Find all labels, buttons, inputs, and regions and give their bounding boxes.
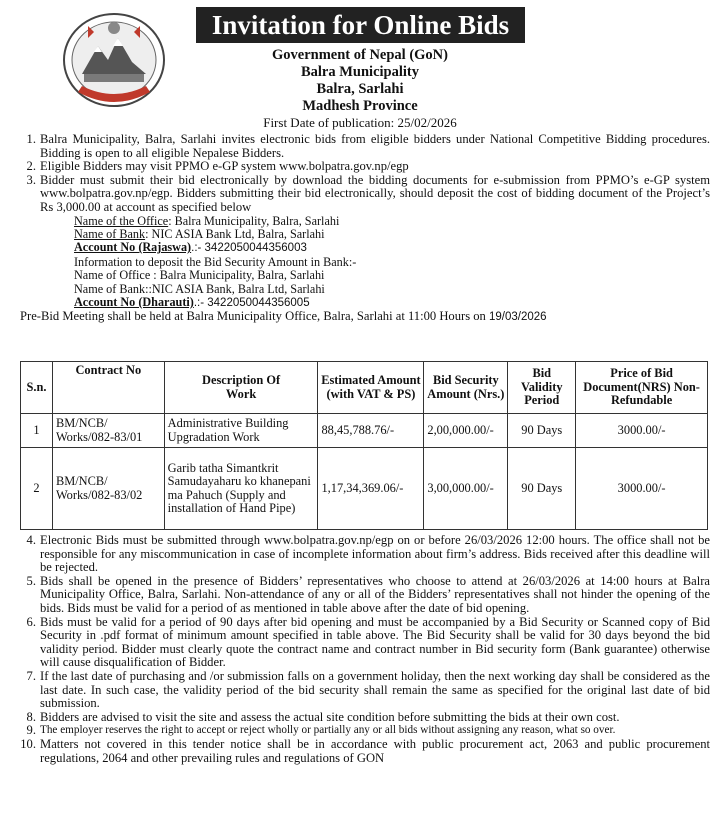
notice-item-4: 4. Electronic Bids must be submitted through www.bolpatra.gov.np/egp on or before 26/03/2026 12:00 hours. The office shall not be responsible for any miscommunication in case of incomplete information about firm’s address. Bids received after this deadline will be rejected. bbox=[26, 533, 710, 575]
issuer-header bbox=[200, 47, 520, 130]
account-dharauti-line: Account No (Dharauti).:- 3422050044356005 bbox=[74, 295, 310, 309]
notice-item-9: 9. The employer reserves the right to accept or reject wholly or partially any or all bids without assigning any reason, what so over. bbox=[26, 723, 616, 738]
col-header-security: Bid Security Amount (Nrs.) bbox=[424, 362, 508, 414]
notice-item-7: 7. If the last date of purchasing and /or submission falls on a government holiday, then the next working day shall be considered as the last date. In such case, the validity period of the bid security shall remain the same as specified for the original last date of bid submission. bbox=[26, 668, 710, 711]
table-row: 1 BM/NCB/ Works/082-83/01 Administrative Building Upgradation Work 88,45,788.76/- 2,00,000.00/- 90 Days 3000.00/- bbox=[21, 414, 708, 448]
notice-item-5: 5. Bids shall be opened in the presence of Bidders’ representatives who choose to attend at 26/03/2026 at 14:00 hours at Balra Municipality Office, Balra, Sarlahi. Non-attendance of any or all of the Bidders’ representatives shall not hinder the opening of the bids. Bids must be valid for a period of as mentioned in table above after the date of bid opening. bbox=[26, 573, 710, 615]
payment-details bbox=[6, 215, 710, 311]
notice-item-2: 2. Eligible Bidders may visit PPMO e-GP system www.bolpatra.gov.np/egp bbox=[26, 159, 409, 174]
notice-item-3: 3. Bidder must submit their bid electronically by download the bidding documents for e-submission from PPMO’s e-GP system www.bolpatra.gov.np/egp. Bidders submitting their bid electronically, should deposit the cost of bidding document of the Project’s Rs 3,000.00 at account as specified below bbox=[26, 172, 710, 214]
bids-table bbox=[20, 361, 708, 530]
office-line: Name of the Office: Balra Municipality, Balra, Sarlahi bbox=[74, 213, 340, 228]
bank-line: Name of Bank: NIC ASIA Bank Ltd, Balra, Sarlahi bbox=[74, 226, 325, 241]
notice-item-6: 6. Bids must be valid for a period of 90 days after bid opening and must be accompanied by a Bid Security or Scanned copy of Bid Security in .pdf format of minimum amount specified in table above. The Bid Security shall be valid for 30 days beyond the bid validity period. Bidder must clearly quote the contract name and contract number in Bid security form (Bank guarantee) otherwise will cause disqualification of Bidder. bbox=[26, 614, 710, 670]
table-header-row bbox=[21, 362, 708, 414]
notice-item-1: 1. Balra Municipality, Balra, Sarlahi invites electronic bids from eligible bidders under National Competitive Bidding procedures. Bidding is open to all eligible Nepalese Bidders. bbox=[26, 132, 710, 160]
account-rajaswa-line: Account No (Rajaswa).:- 3422050044356003 bbox=[74, 240, 307, 255]
issuer-line-government: Government of Nepal (GoN) bbox=[272, 47, 448, 63]
issuer-line-province: Madhesh Province bbox=[302, 98, 418, 114]
security-bank-line: Name of Bank::NIC ASIA Bank, Balra Ltd, Sarlahi bbox=[74, 281, 325, 296]
security-info-line: Information to deposit the Bid Security Amount in Bank:- bbox=[74, 254, 357, 269]
notice-item-10: 10. Matters not covered in this tender notice shall be in accordance with public procurement act, 2063 and public procurement regulations, 2064 and other prevailing rules and regulations of GON bbox=[20, 736, 710, 765]
col-header-contract: Contract No bbox=[52, 362, 164, 414]
table-row: 2 BM/NCB/ Works/082-83/02 Garib tatha Simantkrit Samudayaharu ko khanepani ma Pahuch (Supply and installation of Hand Pipe) 1,17,34,369.06/- 3,00,000.00/- 90 Days 3000.00/- bbox=[21, 448, 708, 530]
col-header-description: Description Of Work bbox=[164, 362, 318, 414]
col-header-sn: S.n. bbox=[21, 362, 53, 414]
nepal-emblem-icon bbox=[58, 8, 170, 112]
prebid-meeting-line: Pre-Bid Meeting shall be held at Balra Municipality Office, Balra, Sarlahi at 11:00 Hours on 19/03/2026 bbox=[20, 309, 547, 324]
notice-items-upper bbox=[6, 133, 710, 325]
notice-title-banner: Invitation for Online Bids bbox=[196, 7, 525, 43]
col-header-amount: Estimated Amount (with VAT & PS) bbox=[318, 362, 424, 414]
notice-items-lower bbox=[6, 534, 710, 765]
publication-date: First Date of publication: 25/02/2026 bbox=[263, 115, 457, 130]
col-header-validity: Bid Validity Period bbox=[508, 362, 576, 414]
security-office-line: Name of Office : Balra Municipality, Balra, Sarlahi bbox=[74, 268, 325, 283]
col-header-price: Price of Bid Document(NRS) Non-Refundable bbox=[576, 362, 708, 414]
issuer-line-location: Balra, Sarlahi bbox=[316, 81, 404, 97]
issuer-line-municipality: Balra Municipality bbox=[300, 64, 420, 80]
notice-item-8: 8. Bidders are advised to visit the site and assess the actual site condition before submitting the bids at their own cost. bbox=[26, 709, 620, 724]
